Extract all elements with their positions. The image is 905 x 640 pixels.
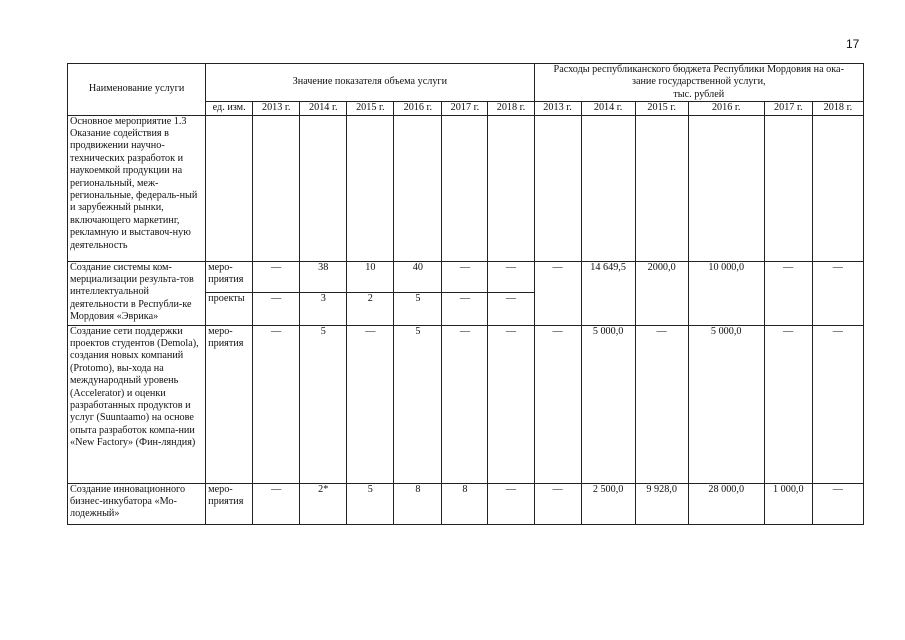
value-cell: —	[488, 261, 534, 292]
expense-cell: 2000,0	[635, 261, 688, 325]
value-cell: 5	[300, 325, 347, 483]
expense-cell: —	[534, 483, 581, 524]
value-cell: 2	[347, 292, 394, 325]
expense-year-header: 2017 г.	[764, 102, 812, 115]
value-cell: 5	[347, 483, 394, 524]
unit-cell: меро-приятия	[206, 483, 253, 524]
indicator-year-header: 2015 г.	[347, 102, 394, 115]
value-cell: —	[488, 483, 534, 524]
value-cell: 38	[300, 261, 347, 292]
expense-cell: —	[764, 325, 812, 483]
indicator-year-header: 2017 г.	[442, 102, 488, 115]
value-cell: —	[253, 292, 300, 325]
expense-year-header: 2016 г.	[688, 102, 764, 115]
table-row	[68, 325, 864, 483]
expense-cell: —	[534, 325, 581, 483]
indicator-year-header: 2013 г.	[253, 102, 300, 115]
unit-cell: проекты	[206, 292, 253, 325]
service-name-cell: Создание инновационного бизнес-инкубатора «Мо-лодежный»	[68, 483, 206, 524]
expense-year-header: 2014 г.	[581, 102, 635, 115]
expense-cell: 5 000,0	[688, 325, 764, 483]
expense-cell: 2 500,0	[581, 483, 635, 524]
value-cell: 5	[394, 292, 442, 325]
value-cell: —	[488, 325, 534, 483]
value-cell: —	[253, 325, 300, 483]
indicator-year-header: 2018 г.	[488, 102, 534, 115]
value-cell: —	[253, 483, 300, 524]
expense-cell: 5 000,0	[581, 325, 635, 483]
budget-table	[67, 63, 864, 525]
expense-cell: —	[812, 483, 863, 524]
unit-cell: меро-приятия	[206, 325, 253, 483]
value-cell: 2*	[300, 483, 347, 524]
table-row	[68, 483, 864, 524]
expense-year-header: 2013 г.	[534, 102, 581, 115]
value-cell: 8	[394, 483, 442, 524]
expense-cell: —	[812, 325, 863, 483]
expense-cell: —	[635, 325, 688, 483]
expenses-header-line-1: Расходы республиканского бюджета Республики Мордовия на ока-	[553, 64, 844, 75]
indicator-value-header: Значение показателя объема услуги	[206, 64, 534, 102]
expense-cell: —	[534, 261, 581, 325]
expense-cell: 9 928,0	[635, 483, 688, 524]
value-cell: 5	[394, 325, 442, 483]
expense-cell: 10 000,0	[688, 261, 764, 325]
indicator-year-header: 2016 г.	[394, 102, 442, 115]
expenses-header-line-3: тыс. рублей	[673, 88, 725, 100]
expense-year-header: 2015 г.	[635, 102, 688, 115]
value-cell: 40	[394, 261, 442, 292]
table-row	[68, 261, 864, 292]
expense-cell: —	[764, 261, 812, 325]
expense-cell: 14 649,5	[581, 261, 635, 325]
value-cell: —	[442, 261, 488, 292]
expenses-header	[534, 64, 863, 102]
expense-cell: 1 000,0	[764, 483, 812, 524]
service-name-cell: Создание системы ком-мерциализации результа-тов интеллектуальной деятельности в Республи-ке Мордовия «Эврика»	[68, 261, 206, 325]
value-cell: 8	[442, 483, 488, 524]
value-cell: —	[347, 325, 394, 483]
service-name-cell: Основное мероприятие 1.3 Оказание содействия в продвижении научно-технических разработок и наукоемкой продукции на региональный, меж-региональные, федераль-ный и зарубежный рынки, включающего маркетинг, рекламную и выставоч-ную деятельность	[68, 115, 206, 261]
value-cell: —	[271, 261, 282, 273]
service-name-header: Наименование услуги	[68, 64, 206, 116]
expense-cell: —	[812, 261, 863, 325]
page-number: 17	[846, 37, 860, 51]
expenses-header-line-2: зание государственной услуги,	[631, 76, 766, 88]
value-cell: —	[442, 325, 488, 483]
value-cell: 10	[347, 261, 394, 292]
expense-cell: 28 000,0	[688, 483, 764, 524]
value-cell: —	[442, 292, 488, 325]
service-name-cell: Создание сети поддержки проектов студентов (Demola), создания новых компаний (Protomo), вы-хода на международный уровень (Accelerator) и оценки разработанных продуктов и услуг (Suuntaamo) на основе опыта разработок компа-нии «New Factory» (Фин-ляндия)	[68, 325, 206, 483]
value-cell: —	[488, 292, 534, 325]
unit-cell: меро-приятия	[206, 261, 253, 292]
value-cell: 3	[300, 292, 347, 325]
unit-header: ед. изм.	[206, 102, 253, 115]
expense-year-header: 2018 г.	[812, 102, 863, 115]
indicator-year-header: 2014 г.	[300, 102, 347, 115]
table-row	[68, 115, 864, 261]
